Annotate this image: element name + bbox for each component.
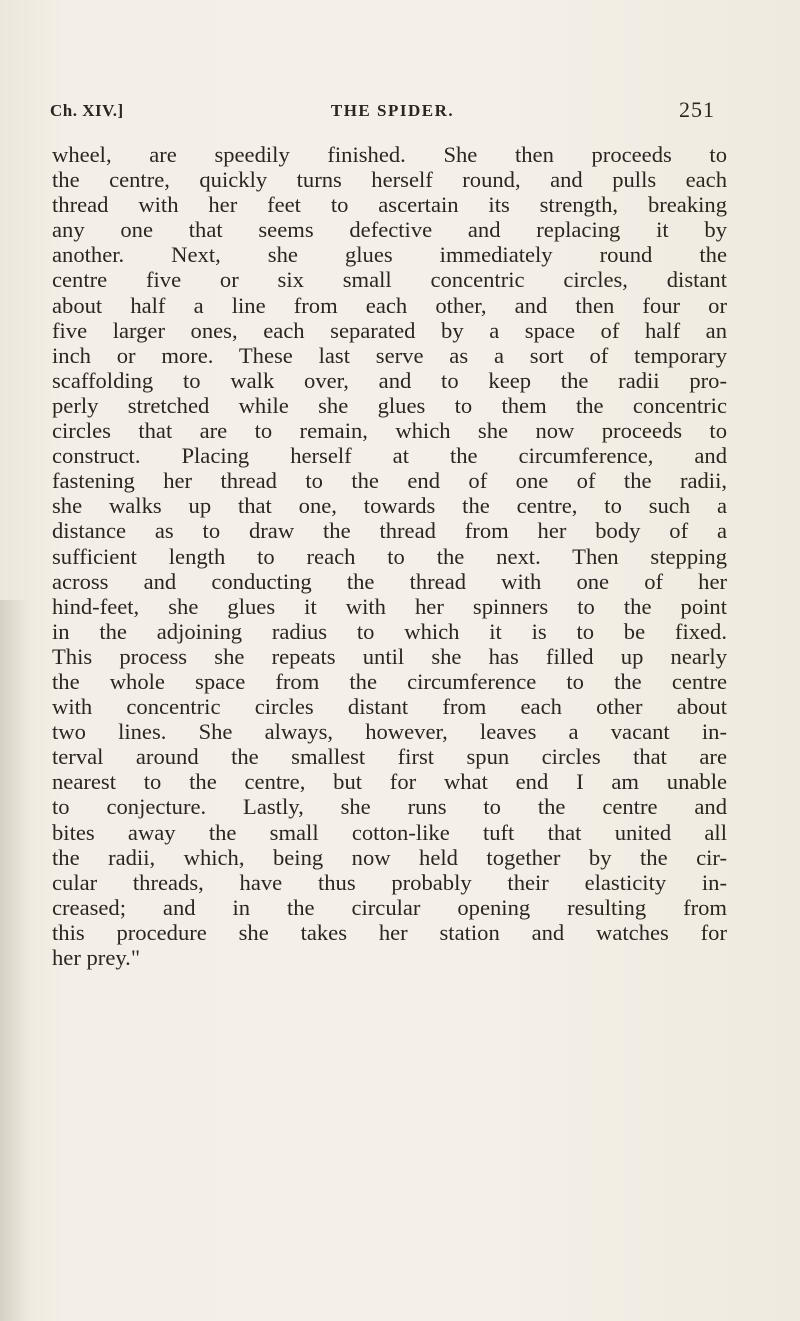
text-line: thread with her feet to ascertain its strength, breaking: [52, 192, 727, 218]
text-line: she walks up that one, towards the centre, to such a: [52, 493, 727, 519]
text-line: hind-feet, she glues it with her spinners to the point: [52, 593, 727, 619]
text-line: scaffolding to walk over, and to keep the radii pro-: [52, 367, 727, 393]
text-line: inch or more. These last serve as a sort of temporary: [52, 342, 727, 368]
running-header: [50, 97, 715, 131]
text-line: wheel, are speedily finished. She then proceeds to: [52, 142, 727, 167]
running-title: THE SPIDER.: [330, 101, 455, 120]
text-line: circles that are to remain, which she now proceeds to: [52, 418, 727, 444]
text-line: nearest to the centre, but for what end I am unable: [52, 769, 727, 795]
text-line: perly stretched while she glues to them the concentric: [52, 392, 727, 418]
text-line: the centre, quickly turns herself round, and pulls each: [52, 167, 727, 193]
text-line: fastening her thread to the end of one of the radii,: [52, 468, 727, 494]
body-paragraph: [52, 142, 727, 970]
text-line: distance as to draw the thread from her body of a: [52, 518, 727, 544]
text-line: bites away the small cotton-like tuft that united all: [52, 819, 727, 845]
text-line: centre five or six small concentric circles, distant: [52, 267, 727, 293]
text-line: in the adjoining radius to which it is to be fixed.: [52, 618, 727, 644]
text-line: five larger ones, each separated by a space of half an: [52, 317, 727, 343]
text-line: This process she repeats until she has filled up nearly: [52, 643, 727, 669]
text-line: any one that seems defective and replacing it by: [52, 217, 727, 243]
text-line: terval around the smallest first spun circles that are: [52, 744, 727, 770]
text-line: this procedure she takes her station and watches for: [52, 919, 727, 945]
page-number: 251: [679, 97, 715, 122]
text-line: the whole space from the circumference to the centre: [52, 668, 727, 694]
text-line: creased; and in the circular opening resulting from: [52, 894, 727, 920]
text-line: with concentric circles distant from each other about: [52, 694, 727, 720]
text-line: two lines. She always, however, leaves a vacant in-: [52, 719, 727, 745]
page-edge-shadow: [0, 600, 30, 1321]
text-line: her prey.": [52, 945, 141, 970]
text-line: sufficient length to reach to the next. Then stepping: [52, 543, 727, 569]
text-line: about half a line from each other, and then four or: [52, 292, 727, 318]
chapter-reference: Ch. XIV.]: [50, 101, 124, 120]
text-line: to conjecture. Lastly, she runs to the centre and: [52, 794, 727, 820]
text-line: construct. Placing herself at the circumference, and: [52, 443, 727, 469]
text-line: another. Next, she glues immediately round the: [52, 242, 727, 268]
text-line: across and conducting the thread with one of her: [52, 568, 727, 594]
text-line: the radii, which, being now held together by the cir-: [52, 844, 727, 870]
text-line: cular threads, have thus probably their elasticity in-: [52, 869, 727, 895]
